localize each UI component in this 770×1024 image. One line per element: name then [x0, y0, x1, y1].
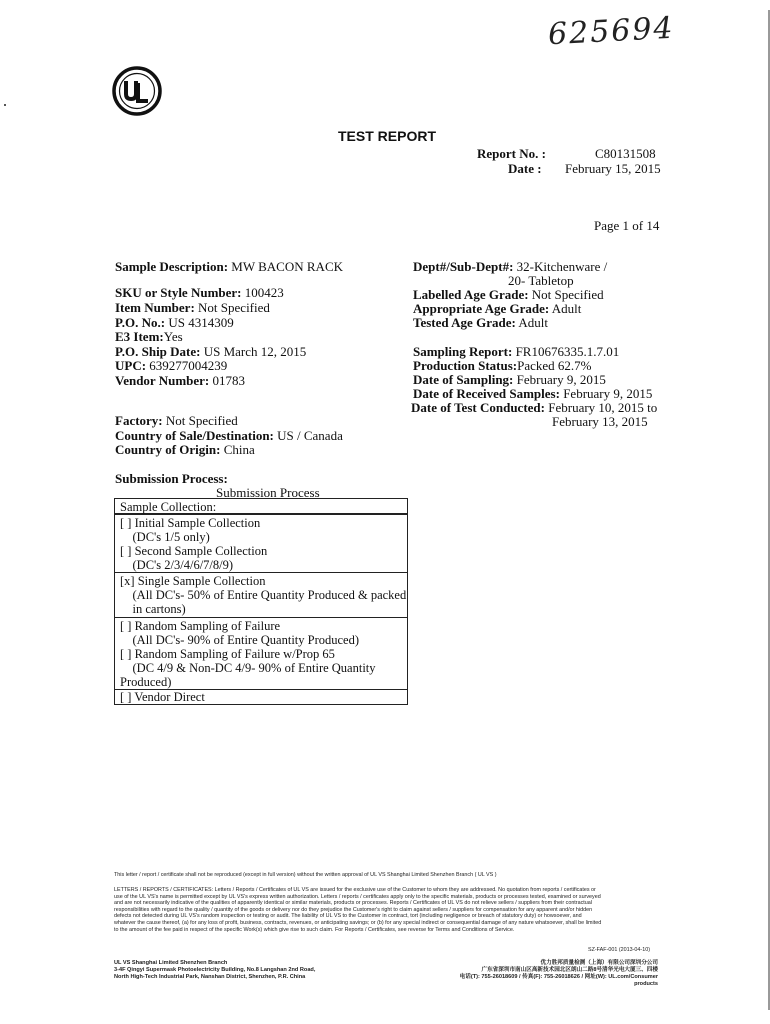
random-failure-prop65-note-cont: Produced): [120, 675, 172, 689]
page-number: Page 1 of 14: [594, 218, 660, 233]
report-no-label: Report No. :: [477, 146, 546, 161]
address-line: 电话(T): 755-26018609 / 传真(F): 755-26018626 / 网址(W): UL.com/Consumer products: [459, 974, 658, 987]
e3-item-field: E3 Item:Yes: [115, 329, 183, 344]
address-right: [440, 960, 658, 988]
random-failure-option: [ ] Random Sampling of Failure: [120, 619, 281, 633]
production-status-field: Production Status:Packed 62.7%: [413, 358, 592, 373]
disclaimer-line: and are not necessarily indicative of the qualities of apparently identical or similar materials, products or processes. Reports / Certificates of UL VS do not relieve sellers / suppliers from their contractual: [114, 900, 592, 907]
submission-process-heading: Submission Process: [216, 485, 320, 500]
initial-sample-option: [ ] Initial Sample Collection: [120, 516, 261, 530]
appropriate-age-grade-field: Appropriate Age Grade: Adult: [413, 301, 582, 316]
report-title: TEST REPORT: [338, 128, 437, 144]
table-row: [115, 618, 407, 690]
ul-logo: [112, 66, 162, 116]
sample-collection-header: Sample Collection:: [120, 500, 217, 514]
country-of-origin-field: Country of Origin: China: [115, 442, 255, 457]
sample-description-field: Sample Description: MW BACON RACK: [115, 259, 343, 274]
disclaimer: [114, 887, 660, 933]
random-failure-prop65-option: [ ] Random Sampling of Failure w/Prop 65: [120, 647, 335, 661]
random-failure-prop65-note: (DC 4/9 & Non-DC 4/9- 90% of Entire Quantity: [120, 661, 376, 675]
address-line: 优力胜邦质量检测（上海）有限公司深圳分公司: [540, 960, 658, 966]
report-no-value: C80131508: [595, 146, 656, 161]
address-left: [114, 960, 315, 981]
form-code: SZ-FAF-001 (2013-04-10): [588, 947, 651, 953]
address-line: 3-4F Qingyi Supermask Photoelectricity Building, No.8 Langshan 2nd Road,: [114, 967, 316, 973]
item-number-field: Item Number: Not Specified: [115, 300, 270, 315]
second-sample-option: [ ] Second Sample Collection: [120, 544, 268, 558]
table-header-row: [115, 499, 407, 515]
disclaimer-line: whatever the cause thereof, (a) for any loss of profit, business, contracts, revenues, or anticipating savings; or (b) for any special indirect or consequential damage of any nature whatsoever, shall be limited: [114, 919, 602, 926]
single-sample-option: [x] Single Sample Collection: [120, 574, 266, 588]
factory-field: Factory: Not Specified: [115, 413, 238, 428]
second-sample-note: (DC's 2/3/4/6/7/8/9): [120, 558, 234, 572]
vendor-direct-option: [ ] Vendor Direct: [120, 690, 205, 704]
disclaimer-line: responsibilities with regard to the quality / quantity of the goods or delivery nor do they prejudice the Customer's right to claim against sellers / suppliers for compensation for any apparent and/or hidden: [114, 906, 593, 913]
scan-speck: [4, 104, 6, 106]
address-line: 广东省深圳市南山区高新技术园北区朗山二路8号清华光电大厦三、四楼: [481, 967, 658, 973]
disclaimer-line: defects not detected during UL VS's random inspection or testing or audit. The liability of UL VS to the Customer in contract, tort (including negligence or breach of statutory duty) or howsoever, and: [114, 913, 582, 920]
disclaimer-line: use of the UL VS's name is permitted except by UL VS's express written authorization. Letters / reports / certificates apply only to the specific materials, products or processes tested, examined or surveyed: [114, 893, 601, 900]
table-row: [115, 690, 407, 705]
date-test-conducted-field: Date of Test Conducted: February 10, 2015 to: [411, 400, 658, 415]
po-ship-date-field: P.O. Ship Date: US March 12, 2015: [115, 344, 307, 359]
single-sample-note-cont: in cartons): [120, 602, 186, 616]
country-of-sale-field: Country of Sale/Destination: US / Canada: [115, 428, 343, 443]
table-row: [115, 573, 407, 618]
sku-field: SKU or Style Number: 100423: [115, 285, 284, 300]
po-no-field: P.O. No.: US 4314309: [115, 315, 234, 330]
address-line: North High-Tech Industrial Park, Nanshan District, Shenzhen, P.R. China: [114, 974, 306, 980]
dept-field: Dept#/Sub-Dept#: 32-Kitchenware /: [413, 259, 608, 274]
reproduction-notice: This letter / report / certificate shall not be reproduced (except in full version) without the written approval of UL VS Shanghai Limited Shenzhen Branch ( UL VS ): [114, 872, 497, 878]
table-row: [115, 515, 407, 573]
date-of-sampling-field: Date of Sampling: February 9, 2015: [413, 372, 606, 387]
disclaimer-line: LETTERS / REPORTS / CERTIFICATES: Letters / Reports / Certificates of UL VS are issued for the exclusive use of the Customer to whom they are addressed. No quotation from reports / certificates or: [114, 887, 596, 893]
submission-process-title: Submission Process:: [115, 471, 228, 486]
vendor-number-field: Vendor Number: 01783: [115, 373, 246, 388]
address-line: UL VS Shanghai Limited Shenzhen Branch: [114, 960, 228, 966]
sampling-report-field: Sampling Report: FR10676335.1.7.01: [413, 344, 620, 359]
disclaimer-line: to the amount of the fee paid in respect of the specific Work(s) which give rise to such claim. For Reports / Certificates, see reverse for Terms and Conditions of Service.: [114, 926, 515, 933]
date-label: Date :: [508, 161, 542, 176]
initial-sample-note: (DC's 1/5 only): [120, 530, 210, 544]
date-received-samples-field: Date of Received Samples: February 9, 2015: [413, 386, 653, 401]
dept-field-cont: 20- Tabletop: [508, 273, 574, 288]
single-sample-note: (All DC's- 50% of Entire Quantity Produced & packed: [120, 588, 407, 602]
date-value: February 15, 2015: [565, 161, 661, 176]
upc-field: UPC: 639277004239: [115, 358, 228, 373]
date-test-conducted-cont: February 13, 2015: [552, 414, 648, 429]
random-failure-note: (All DC's- 90% of Entire Quantity Produced): [120, 633, 360, 647]
tested-age-grade-field: Tested Age Grade: Adult: [413, 315, 548, 330]
submission-process-table: [114, 498, 408, 705]
labelled-age-grade-field: Labelled Age Grade: Not Specified: [413, 287, 604, 302]
handwritten-number: 625694: [547, 10, 676, 53]
